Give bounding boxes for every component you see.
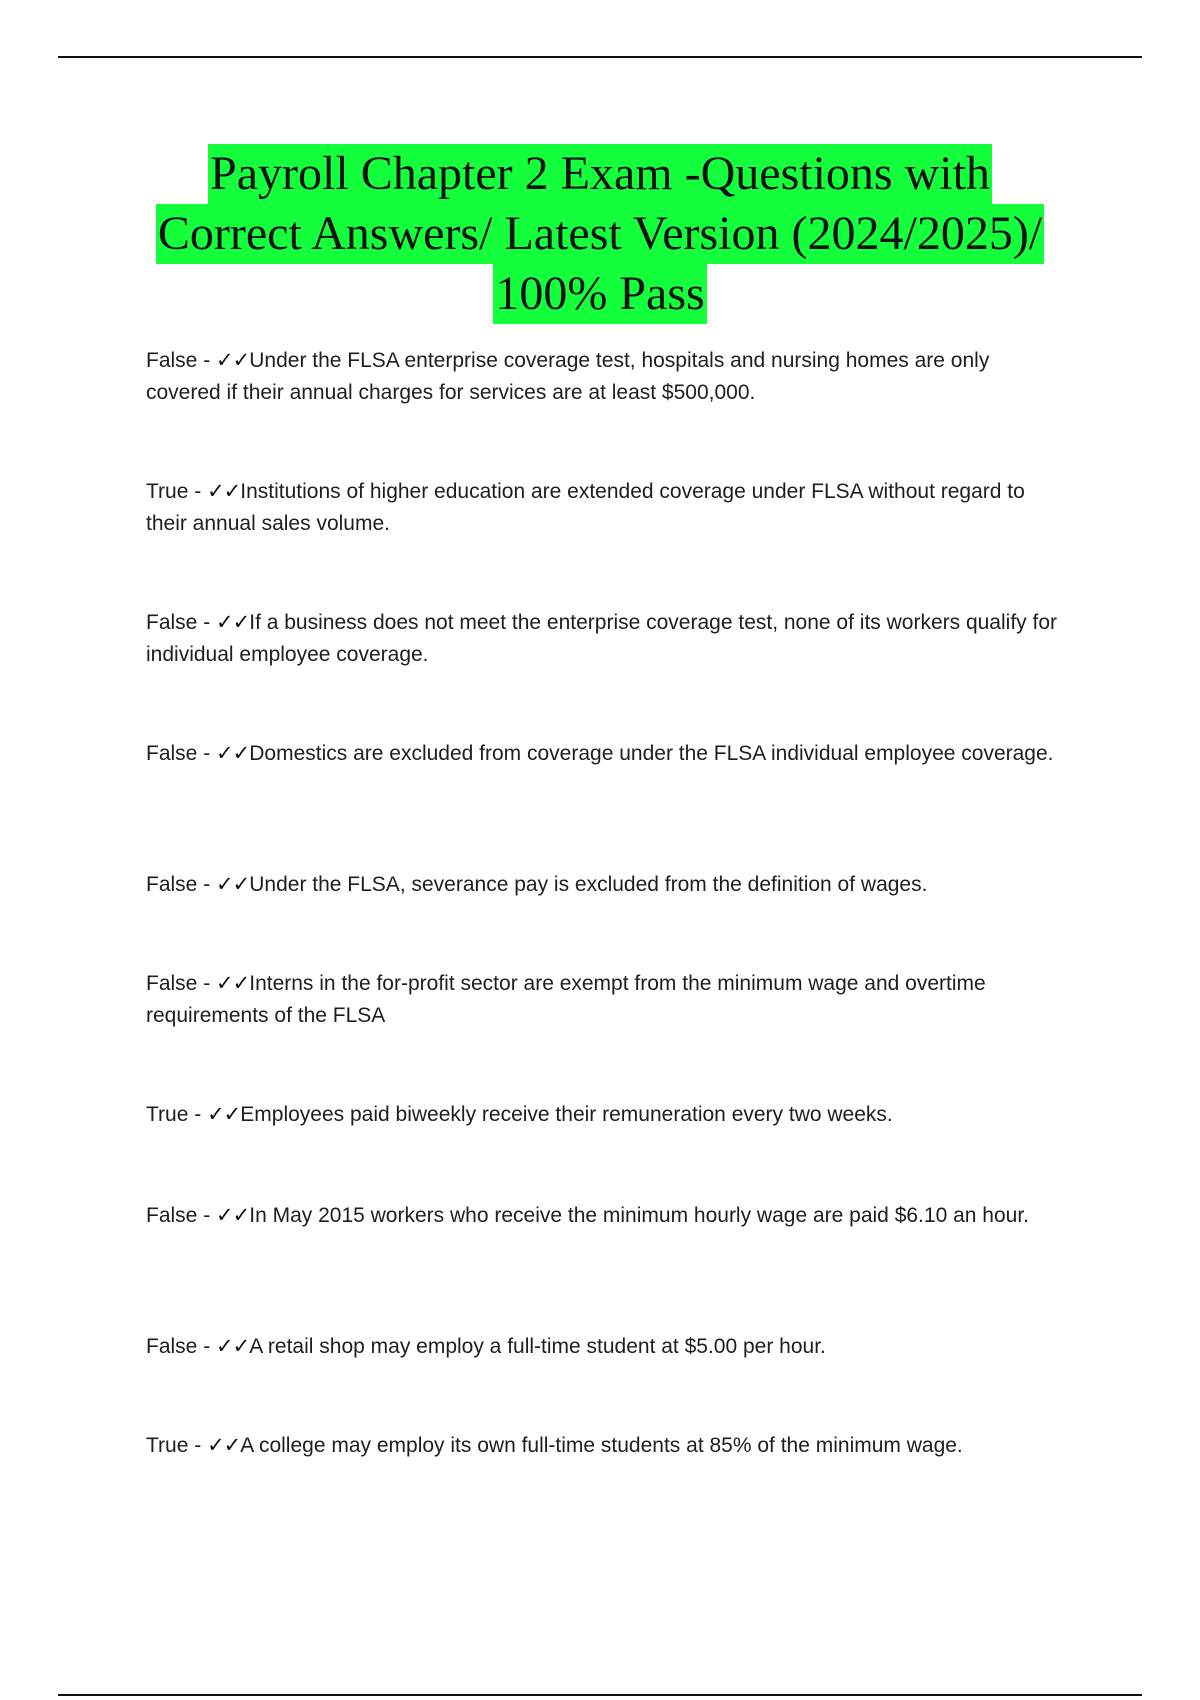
double-check-icon: ✓✓ — [216, 1203, 250, 1227]
answer-label: False — [146, 611, 198, 634]
question-text: Under the FLSA enterprise coverage test, hospitals and nursing homes are only covered if their annual charges for services are at least $500,000. — [146, 349, 990, 404]
double-check-icon: ✓✓ — [207, 479, 241, 503]
qa-item-1 — [146, 344, 1066, 409]
question-text: Employees paid biweekly receive their remuneration every two weeks. — [240, 1103, 893, 1126]
answer-label: True — [146, 1103, 189, 1126]
document-title — [100, 144, 1100, 324]
qa-item-2 — [146, 475, 1066, 540]
question-text: Interns in the for-profit sector are exempt from the minimum wage and overtime requirements of the FLSA — [146, 972, 986, 1027]
double-check-icon: ✓✓ — [207, 1102, 241, 1126]
qa-item-6 — [146, 967, 1066, 1032]
question-text: If a business does not meet the enterprise coverage test, none of its workers qualify for individual employee coverage. — [146, 611, 1057, 666]
question-text: Domestics are excluded from coverage under the FLSA individual employee coverage. — [249, 742, 1054, 765]
top-rule — [58, 56, 1142, 58]
qa-item-3 — [146, 606, 1066, 671]
separator: - — [188, 1103, 208, 1126]
separator: - — [197, 742, 217, 765]
answer-label: False — [146, 349, 198, 372]
double-check-icon: ✓✓ — [216, 971, 250, 995]
question-text: In May 2015 workers who receive the minimum hourly wage are paid $6.10 an hour. — [249, 1204, 1029, 1227]
question-text: A college may employ its own full-time students at 85% of the minimum wage. — [240, 1434, 963, 1457]
separator: - — [197, 972, 217, 995]
separator: - — [197, 349, 217, 372]
double-check-icon: ✓✓ — [216, 741, 250, 765]
separator: - — [197, 611, 217, 634]
answer-label: False — [146, 1335, 198, 1358]
qa-item-5 — [146, 868, 1066, 901]
answer-label: False — [146, 972, 198, 995]
qa-item-8 — [146, 1199, 1066, 1232]
answer-label: True — [146, 480, 189, 503]
qa-item-9 — [146, 1330, 1066, 1363]
separator: - — [188, 1434, 208, 1457]
title-line-2: Correct Answers/ Latest Version (2024/2025)/ — [156, 204, 1044, 264]
double-check-icon: ✓✓ — [207, 1433, 241, 1457]
answer-label: False — [146, 873, 198, 896]
separator: - — [197, 873, 217, 896]
separator: - — [197, 1335, 217, 1358]
double-check-icon: ✓✓ — [216, 872, 250, 896]
answer-label: False — [146, 742, 198, 765]
qa-item-10 — [146, 1429, 1066, 1462]
separator: - — [188, 480, 208, 503]
qa-item-4 — [146, 737, 1066, 770]
bottom-rule — [58, 1694, 1142, 1696]
qa-item-7 — [146, 1098, 1066, 1131]
title-line-3: 100% Pass — [493, 264, 706, 324]
question-text: Institutions of higher education are extended coverage under FLSA without regard to their annual sales volume. — [146, 480, 1025, 535]
question-text: A retail shop may employ a full-time student at $5.00 per hour. — [249, 1335, 826, 1358]
question-text: Under the FLSA, severance pay is excluded from the definition of wages. — [249, 873, 928, 896]
answer-label: False — [146, 1204, 198, 1227]
title-line-1: Payroll Chapter 2 Exam -Questions with — [208, 144, 992, 204]
double-check-icon: ✓✓ — [216, 1334, 250, 1358]
double-check-icon: ✓✓ — [216, 610, 250, 634]
answer-label: True — [146, 1434, 189, 1457]
double-check-icon: ✓✓ — [216, 348, 250, 372]
separator: - — [197, 1204, 217, 1227]
